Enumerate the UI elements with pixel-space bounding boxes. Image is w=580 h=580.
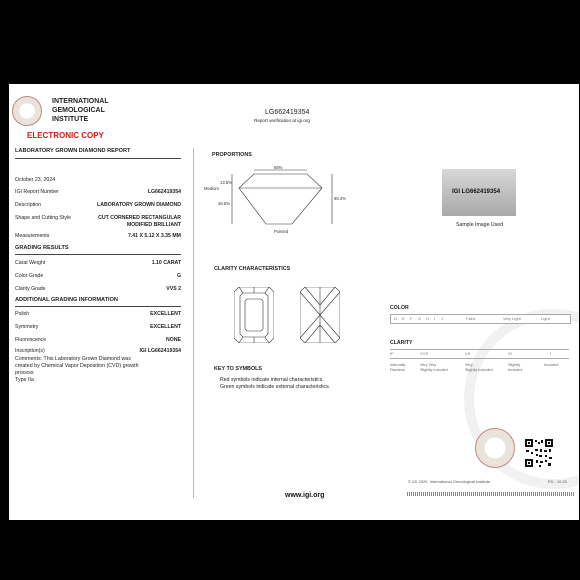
- depth-percent: 65.4%: [334, 196, 346, 201]
- proportions-title: PROPORTIONS: [212, 152, 252, 158]
- color-letter-h: H: [426, 316, 429, 321]
- carat-label: Carat Weight: [15, 260, 46, 266]
- color-letter-i: I: [434, 316, 436, 321]
- sample-inscription: IGI LG662419354: [452, 189, 501, 195]
- clarity-desc-vs-2: Slightly Included: [465, 368, 493, 372]
- igi-seal-icon: [12, 96, 42, 126]
- fluorescence-label: Fluorescence: [15, 337, 47, 343]
- color-letter-f: F: [410, 316, 413, 321]
- crown-percent: 13.5%: [220, 180, 232, 185]
- culet-label: Pointed: [274, 229, 289, 234]
- clarity-desc-si-2: Included: [508, 368, 523, 372]
- key-to-symbols-title: KEY TO SYMBOLS: [214, 366, 263, 372]
- clarity-desc-if-2: Flawless: [390, 368, 405, 372]
- divider: [15, 158, 181, 159]
- clarity-grade-i: I: [550, 351, 552, 356]
- key-green-line: Green symbols indicate external characteristics.: [220, 384, 331, 390]
- color-scale-title: COLOR: [390, 305, 409, 311]
- clarity-desc-vs-1: Very: [465, 363, 473, 367]
- clarity-grade-value: VVS 2: [166, 286, 181, 292]
- color-scale-bar: [390, 314, 571, 324]
- clarity-characteristics-title: CLARITY CHARACTERISTICS: [214, 266, 291, 272]
- clarity-plot-pavilion-view: [300, 287, 340, 343]
- comments-line-2: created by Chemical Vapor Deposition (CVD) growth: [15, 363, 139, 369]
- fluorescence-value: NONE: [166, 337, 181, 343]
- clarity-grade-vs: VS: [465, 351, 471, 356]
- color-grade-label: Color Grade: [15, 273, 44, 279]
- proportions-diagram: [204, 160, 354, 244]
- divider: [15, 306, 181, 307]
- igi-seal-icon: [475, 428, 515, 468]
- report-title: LABORATORY GROWN DIAMOND REPORT: [15, 148, 131, 154]
- clarity-scale-title: CLARITY: [390, 340, 413, 346]
- comments-line-3: process: [15, 370, 34, 376]
- comments-line-4: Type IIa: [15, 377, 34, 383]
- color-letter-g: G: [418, 316, 422, 321]
- carat-value: 1.10 CARAT: [151, 260, 181, 266]
- verification-text: Report verification at igi.org: [254, 118, 310, 123]
- clarity-desc-vvs-1: Very Very: [420, 363, 437, 367]
- key-red-line: Red symbols indicate internal characteristics.: [220, 377, 324, 383]
- divider: [15, 254, 181, 255]
- clarity-grade-si: SI: [508, 351, 512, 356]
- measurements-value: 7.41 X 5.12 X 3.35 MM: [127, 233, 181, 239]
- proportions-outline: [239, 174, 322, 224]
- column-divider: [193, 148, 194, 498]
- girdle-label: Medium: [204, 186, 219, 191]
- shape-value: CUT CORNERED RECTANGULAR: [98, 215, 181, 221]
- description-label: Description: [15, 202, 41, 208]
- color-letter-j: J: [441, 316, 443, 321]
- color-letter-e: E: [402, 316, 405, 321]
- symmetry-label: Symmetry: [15, 324, 39, 330]
- table-percent: 65%: [274, 165, 283, 170]
- clarity-desc-if-1: Internally: [390, 363, 406, 367]
- form-number: FD - 10.20: [548, 479, 567, 484]
- inscription-label: Inscription(s): [15, 348, 45, 354]
- institute-name-line-1: INTERNATIONAL: [52, 98, 109, 105]
- measurements-label: Measurements: [15, 233, 50, 239]
- color-word-very-light: Very Light: [503, 316, 521, 321]
- clarity-grade-if: IF: [390, 351, 394, 356]
- report-number-label: IGI Report Number: [15, 189, 59, 195]
- inscription-value: IGI LG662419354: [139, 348, 181, 354]
- shape-value-line-2: MODIFIED BRILLIANT: [126, 222, 181, 228]
- shape-label: Shape and Cutting Style: [15, 215, 71, 221]
- clarity-scale-bar: [390, 349, 569, 359]
- additional-grading-title: ADDITIONAL GRADING INFORMATION: [15, 297, 118, 303]
- clarity-desc-vvs-2: Slightly Included: [420, 368, 448, 372]
- header-report-number: LG662419354: [265, 109, 310, 116]
- electronic-copy-label: ELECTRONIC COPY: [27, 131, 104, 140]
- clarity-desc-si-1: Slightly: [508, 363, 521, 367]
- clarity-grade-vvs: VVS: [420, 351, 429, 356]
- comments-line-1: Comments: This Laboratory Grown Diamond was: [15, 356, 131, 362]
- color-word-light: Light: [541, 316, 550, 321]
- symmetry-value: EXCELLENT: [150, 324, 181, 330]
- color-grade-value: G: [176, 273, 181, 279]
- institute-name-line-3: INSTITUTE: [52, 116, 89, 123]
- clarity-plot-crown-view: [234, 287, 274, 343]
- pavilion-percent: 48.5%: [218, 201, 230, 206]
- description-value: LABORATORY GROWN DIAMOND: [97, 202, 181, 208]
- qr-code-icon: [525, 439, 553, 467]
- microtext-border: [407, 492, 575, 496]
- grading-results-title: GRADING RESULTS: [15, 245, 69, 251]
- color-letter-d: D: [394, 316, 397, 321]
- sample-image: [442, 169, 516, 216]
- clarity-desc-i: Included: [544, 363, 559, 367]
- institute-name-line-2: GEMOLOGICAL: [52, 107, 105, 114]
- color-word-faint: Faint: [466, 316, 475, 321]
- report-date: October 23, 2024: [15, 177, 56, 183]
- report-page: [9, 84, 579, 520]
- polish-value: EXCELLENT: [150, 311, 181, 317]
- website-link[interactable]: www.igi.org: [285, 492, 325, 499]
- copyright-text: © IGI 2020, International Gemological Institute: [408, 479, 491, 484]
- polish-label: Polish: [15, 311, 30, 317]
- report-number-value: LG662419354: [147, 189, 181, 195]
- clarity-grade-label: Clarity Grade: [15, 286, 46, 292]
- sample-image-caption: Sample Image Used: [456, 222, 503, 228]
